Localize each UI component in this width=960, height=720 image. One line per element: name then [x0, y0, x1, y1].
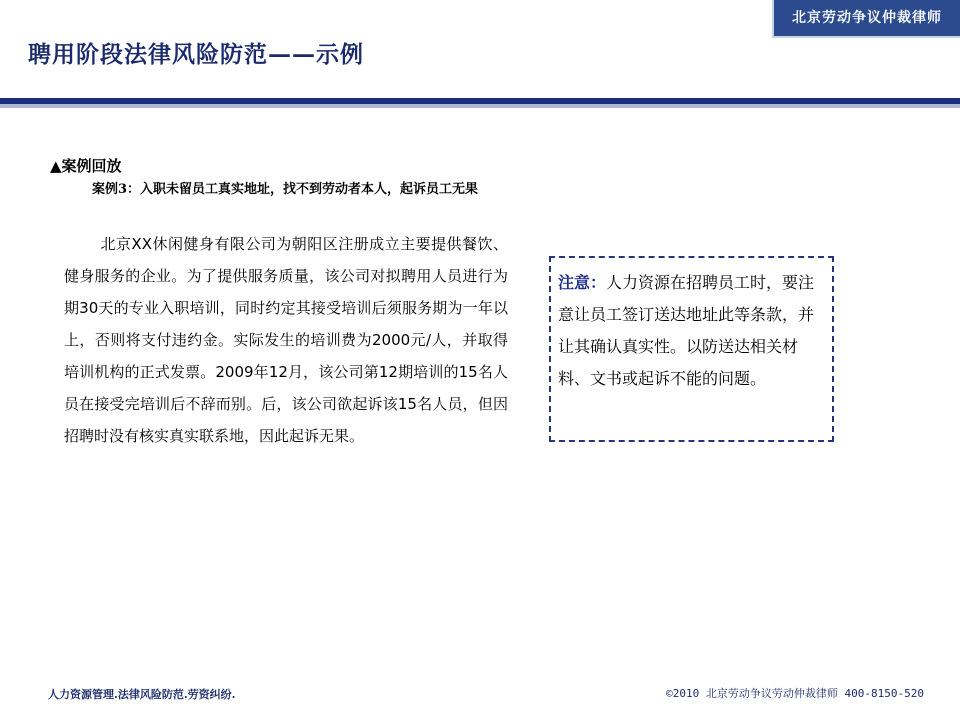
notice-body: 人力资源在招聘员工时，要注意让员工签订送达地址此等条款，并让其确认真实性。以防送达相关材料、文书或起诉不能的问题。 — [558, 273, 815, 388]
case-body — [64, 228, 508, 452]
notice-label: 注意： — [558, 273, 607, 292]
title-divider-shadow — [0, 104, 960, 108]
case-title: 案例3：入职未留员工真实地址，找不到劳动者本人，起诉员工无果 — [92, 182, 479, 197]
case-body-text: 北京XX休闲健身有限公司为朝阳区注册成立主要提供餐饮、健身服务的企业。为了提供服务质量，该公司对拟聘用人员进行为期30天的专业入职培训，同时约定其接受培训后须服务期为一年以上，否则将支付违约金。实际发生的培训费为2000元/人，并取得培训机构的正式发票。2009年12月，该公司第12期培训的15名人员在接受完培训后不辞而别。后，该公司欲起诉该15名人员，但因招聘时没有核实真实联系地，因此起诉无果。 — [64, 235, 508, 445]
brand-badge: 北京劳动争议仲裁律师 — [772, 0, 960, 38]
notice-text — [558, 267, 820, 395]
footer-copyright: ©2010 北京劳动争议劳动仲裁律师 400-8150-520 — [666, 687, 924, 700]
page-title: 聘用阶段法律风险防范——示例 — [28, 41, 364, 68]
footer-tagline: 人力资源管理.法律风险防范.劳资纠纷. — [48, 688, 236, 701]
section-heading: ▲案例回放 — [50, 157, 122, 175]
